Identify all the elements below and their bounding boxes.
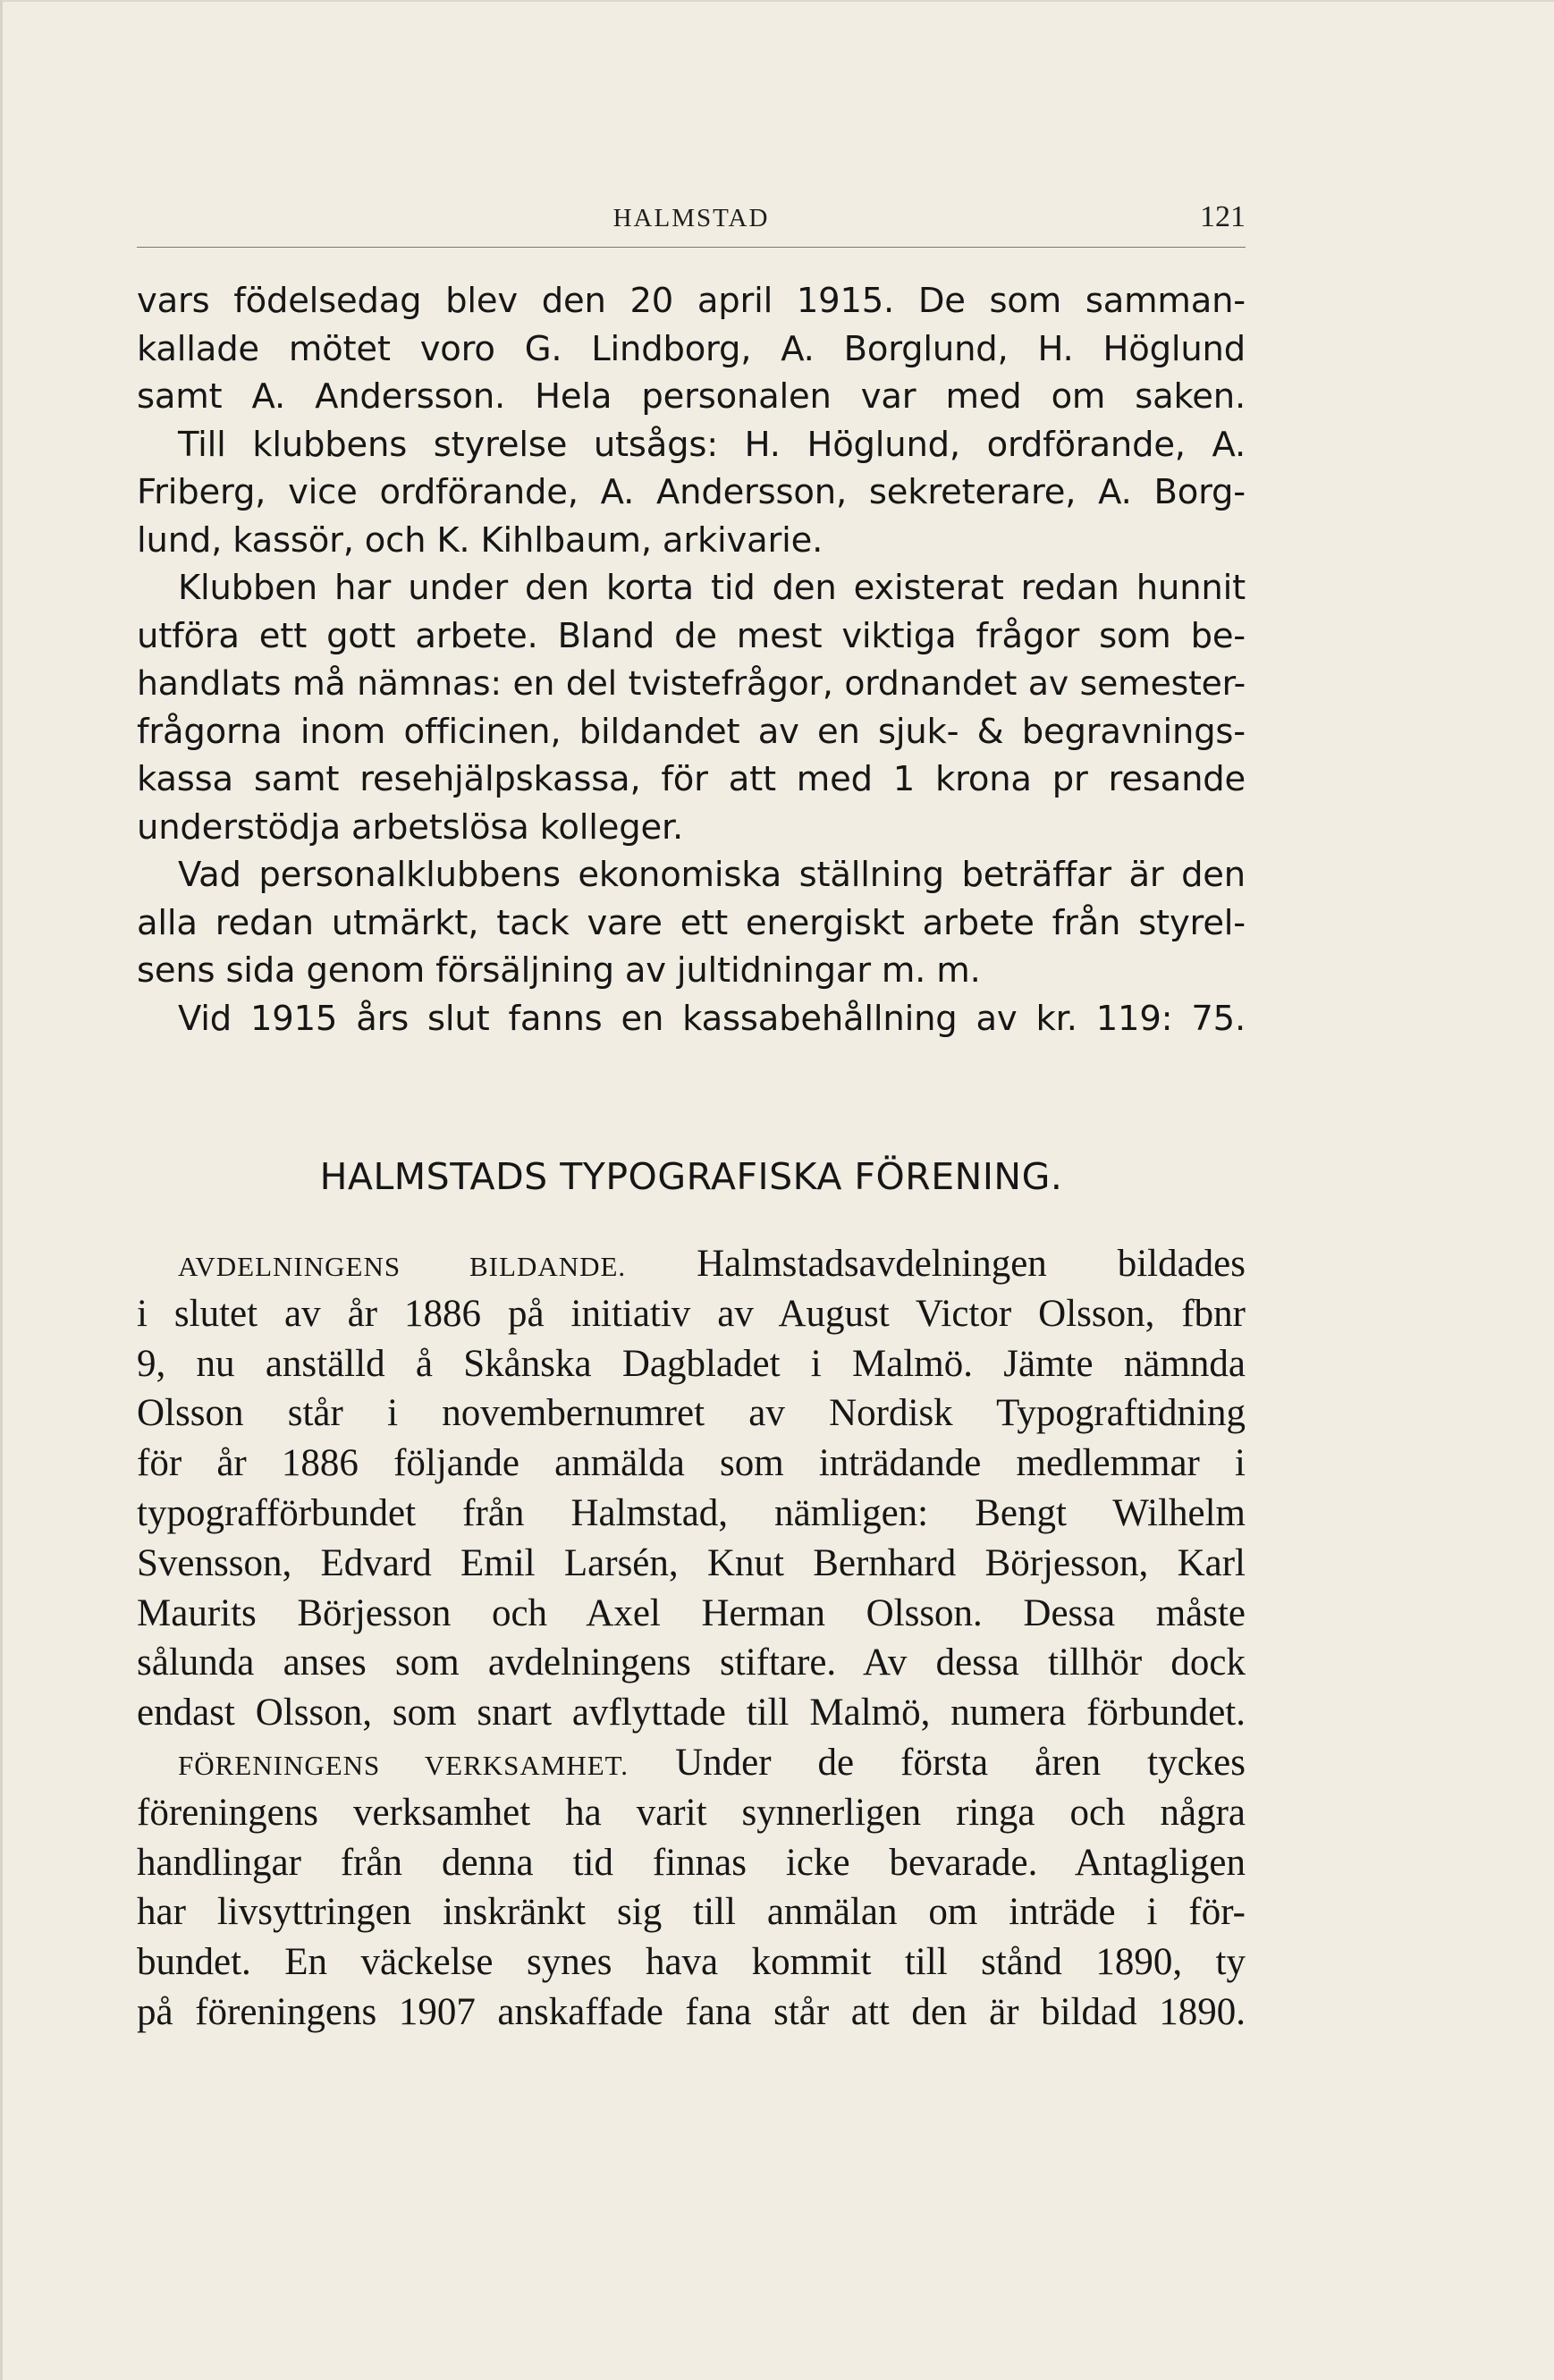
text-run: Under de första åren tyckes (629, 1741, 1246, 1784)
text-line: Vid 1915 års slut fanns en kassabehållning av kr. 119: 75. (178, 998, 1246, 1039)
text-line: 9, nu anställd å Skånska Dagbladet i Malmö. Jämte nämnda (137, 1342, 1246, 1385)
text-line: Olsson står i novembernumret av Nordisk Typograftidning (137, 1392, 1246, 1435)
text-line: handlats må nämnas: en del tvistefrågor, ordnandet av semester- (137, 663, 1246, 703)
text-line (137, 1738, 1246, 1788)
text-line: typografförbundet från Halmstad, nämligen: Bengt Wilhelm (137, 1491, 1246, 1534)
typographic-society-section (137, 1239, 1246, 2038)
text-line: handlingar från denna tid finnas icke bevarade. Antagligen (137, 1841, 1246, 1884)
text-line: Maurits Börjesson och Axel Herman Olsson. Dessa måste (137, 1591, 1246, 1634)
text-line: frågorna inom officinen, bildandet av en sjuk- & begravnings- (137, 711, 1246, 752)
text-line: Klubben har under den korta tid den existerat redan hunnit (178, 568, 1246, 608)
running-title: HALMSTAD (612, 204, 770, 232)
text-line: understödja arbetslösa kolleger. (137, 806, 684, 848)
text-line: lund, kassör, och K. Kihlbaum, arkivarie. (137, 519, 823, 561)
text-run: Halmstadsavdelningen bildades (626, 1243, 1246, 1285)
text-line: Svensson, Edvard Emil Larsén, Knut Bernhard Börjesson, Karl (137, 1541, 1246, 1584)
subheading-founding: AVDELNINGENS BILDANDE. (178, 1251, 627, 1282)
text-line: för år 1886 följande anmälda som inträdande medlemmar i (137, 1442, 1246, 1485)
text-line: utföra ett gott arbete. Bland de mest viktiga frågor som be- (137, 615, 1246, 656)
personnel-club-section (137, 277, 1246, 1042)
text-line: kallade mötet voro G. Lindborg, A. Borglund, H. Höglund (137, 328, 1246, 369)
text-line: föreningens verksamhet ha varit synnerligen ringa och några (137, 1791, 1246, 1834)
header-rule (137, 247, 1246, 248)
text-line: kassa samt resehjälpskassa, för att med 1 krona pr resande (137, 759, 1246, 799)
subheading-activity: FÖRENINGENS VERKSAMHET. (178, 1749, 629, 1781)
text-line: Vad personalklubbens ekonomiska ställning beträffar är den (178, 855, 1246, 895)
text-line: alla redan utmärkt, tack vare ett energiskt arbete från styrel- (137, 902, 1246, 943)
page-number: 121 (1200, 200, 1246, 233)
running-head (137, 200, 1246, 245)
text-line: har livsyttringen inskränkt sig till anmälan om inträde i för- (137, 1891, 1246, 1934)
text-line: i slutet av år 1886 på initiativ av August Victor Olsson, fbnr (137, 1292, 1246, 1335)
text-line: samt A. Andersson. Hela personalen var med om saken. (137, 376, 1246, 417)
text-line (137, 1239, 1246, 1289)
text-line: endast Olsson, som snart avflyttade till Malmö, numera förbundet. (137, 1692, 1246, 1734)
text-line: på föreningens 1907 anskaffade fana står att den är bildad 1890. (137, 1990, 1246, 2033)
text-line: vars födelsedag blev den 20 april 1915. De som samman- (137, 281, 1246, 321)
text-line: sålunda anses som avdelningens stiftare. Av dessa tillhör dock (137, 1642, 1246, 1684)
section-heading: HALMSTADS TYPOGRAFISKA FÖRENING. (319, 1155, 1063, 1198)
text-line: bundet. En väckelse synes hava kommit till stånd 1890, ty (137, 1941, 1246, 1984)
text-line: Friberg, vice ordförande, A. Andersson, sekreterare, A. Borg- (137, 472, 1246, 512)
text-line: sens sida genom försäljning av jultidningar m. m. (137, 950, 981, 991)
text-line: Till klubbens styrelse utsågs: H. Höglund, ordförande, A. (178, 424, 1246, 465)
